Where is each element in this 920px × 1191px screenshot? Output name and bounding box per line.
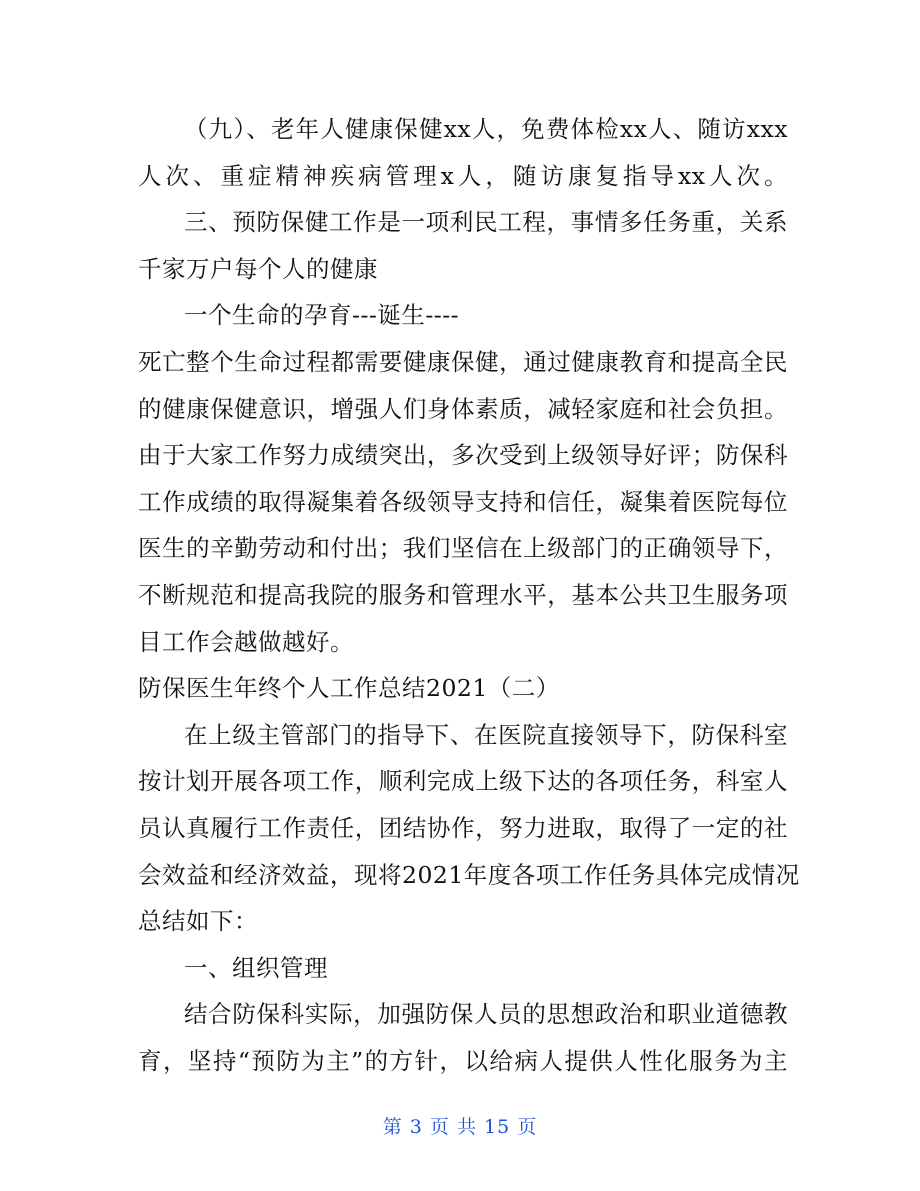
text-line: 死亡整个生命过程都需要健康保健，通过健康教育和提高全民 — [138, 347, 788, 376]
text-line: 在上级主管部门的指导下、在医院直接领导下，防保科室 — [184, 720, 788, 749]
text-line: 工作成绩的取得凝集着各级领导支持和信任，凝集着医院每位 — [138, 487, 788, 516]
text-line: 不断规范和提高我院的服务和管理水平，基本公共卫生服务项 — [138, 580, 788, 609]
page-number-footer: 第 3 页 共 15 页 — [382, 1116, 538, 1138]
subsection-heading: 一、组织管理 — [184, 953, 328, 982]
text-line: 育，坚持“预防为主”的方针，以给病人提供人性化服务为主 — [138, 1046, 788, 1075]
text-line: 人次、重症精神疾病管理x人，随访康复指导xx人次。 — [138, 161, 788, 190]
text-line: 目工作会越做越好。 — [138, 627, 354, 656]
text-line: （九）、老年人健康保健xx人，免费体检xx人、随访xxx — [184, 115, 788, 143]
text-line: 三、预防保健工作是一项利民工程，事情多任务重，关系 — [184, 208, 788, 237]
text-line: 一个生命的孕育---诞生---- — [184, 301, 460, 330]
text-line: 的健康保健意识，增强人们身体素质，减轻家庭和社会负担。 — [138, 394, 788, 423]
text-line: 结合防保科实际，加强防保人员的思想政治和职业道德教 — [184, 1000, 788, 1029]
text-line: 按计划开展各项工作，顺利完成上级下达的各项任务，科室人 — [138, 767, 788, 796]
text-line: 千家万户每个人的健康 — [138, 254, 378, 283]
section-heading: 防保医生年终个人工作总结2021（二） — [138, 674, 560, 703]
text-line: 医生的辛勤劳动和付出；我们坚信在上级部门的正确领导下， — [138, 534, 788, 563]
text-line: 总结如下： — [138, 907, 258, 936]
document-body — [138, 106, 800, 1084]
text-line: 会效益和经济效益，现将2021年度各项工作任务具体完成情况 — [138, 860, 800, 889]
text-line: 员认真履行工作责任，团结协作，努力进取，取得了一定的社 — [138, 813, 788, 842]
text-line: 由于大家工作努力成绩突出，多次受到上级领导好评；防保科 — [138, 441, 788, 470]
